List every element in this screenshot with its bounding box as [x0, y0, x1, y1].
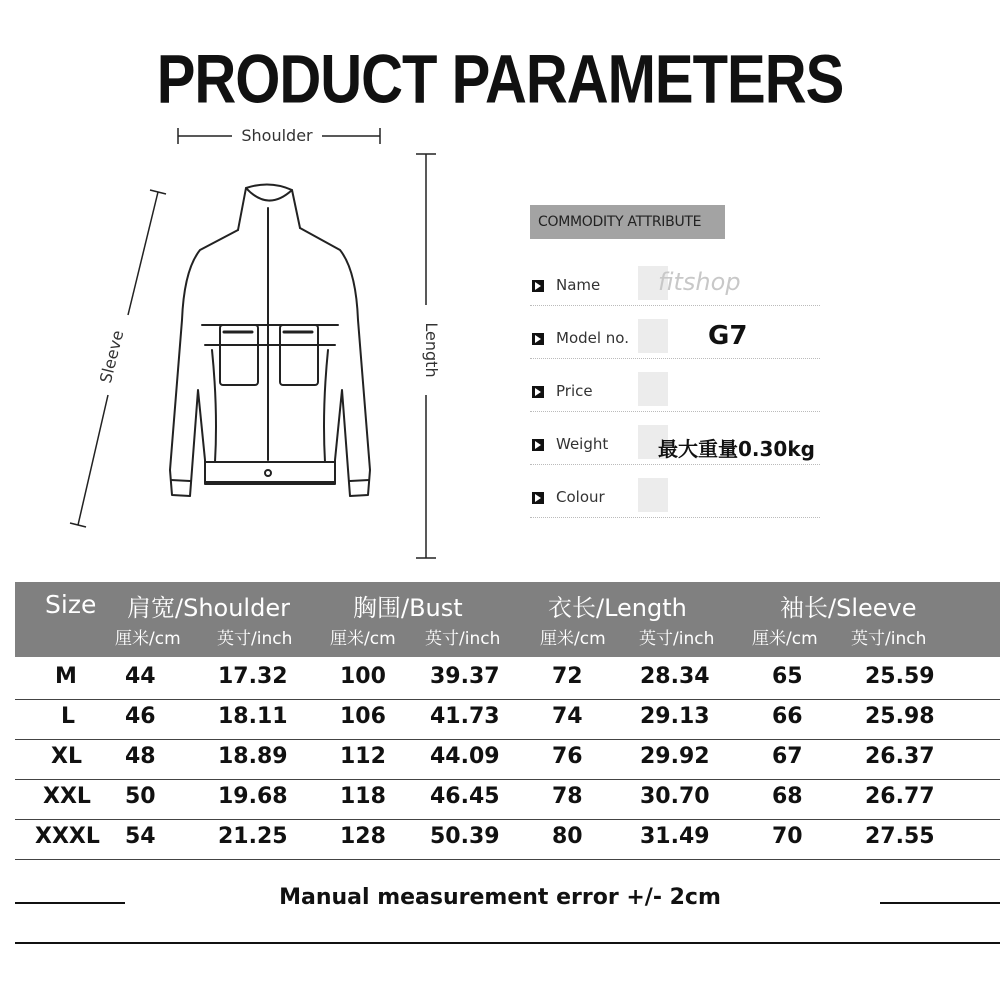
arrow-bullet-icon — [532, 280, 544, 292]
table-row — [15, 660, 1000, 700]
arrow-bullet-icon — [532, 386, 544, 398]
length-label: Length — [422, 322, 441, 378]
size-header: Size — [45, 590, 97, 619]
value-cell: 48 — [125, 744, 156, 769]
value-cell: 31.49 — [640, 824, 710, 849]
arrow-bullet-icon — [532, 492, 544, 504]
table-row — [15, 700, 1000, 740]
value-cell: 27.55 — [865, 824, 935, 849]
value-cell: 29.13 — [640, 704, 710, 729]
model-value: G7 — [708, 321, 748, 351]
measurement-note: Manual measurement error +/- 2cm — [279, 885, 721, 910]
value-cell: 67 — [772, 744, 803, 769]
attr-row-price — [530, 372, 820, 412]
unit-header: 英寸/inch — [851, 629, 927, 649]
value-cell: 39.37 — [430, 664, 500, 689]
value-cell: 41.73 — [430, 704, 500, 729]
value-cell: 18.11 — [218, 704, 288, 729]
unit-header: 英寸/inch — [425, 629, 501, 649]
value-cell: 118 — [340, 784, 386, 809]
value-cell: 112 — [340, 744, 386, 769]
attr-row-colour — [530, 478, 820, 518]
value-cell: 76 — [552, 744, 583, 769]
value-cell: 50 — [125, 784, 156, 809]
value-cell: 21.25 — [218, 824, 288, 849]
value-cell: 66 — [772, 704, 803, 729]
bottom-rule — [15, 942, 1000, 944]
value-cell: 25.59 — [865, 664, 935, 689]
group-header-shoulder: 肩宽/Shoulder — [127, 594, 290, 622]
value-cell: 25.98 — [865, 704, 935, 729]
table-row — [15, 740, 1000, 780]
value-cell: 19.68 — [218, 784, 288, 809]
page-title: PRODUCT PARAMETERS — [156, 41, 844, 118]
unit-header: 厘米/cm — [752, 629, 818, 649]
attr-row-weight — [530, 425, 820, 465]
value-cell: 65 — [772, 664, 803, 689]
value-cell: 18.89 — [218, 744, 288, 769]
value-cell: 28.34 — [640, 664, 710, 689]
value-cell: 78 — [552, 784, 583, 809]
size-cell: M — [55, 664, 77, 689]
value-cell: 74 — [552, 704, 583, 729]
attr-row-name — [530, 266, 820, 306]
value-cell: 29.92 — [640, 744, 710, 769]
arrow-bullet-icon — [532, 439, 544, 451]
size-table-header — [15, 582, 1000, 657]
value-cell: 44 — [125, 664, 156, 689]
value-cell: 44.09 — [430, 744, 500, 769]
unit-header: 英寸/inch — [639, 629, 715, 649]
group-header-sleeve: 袖长/Sleeve — [780, 594, 917, 622]
value-cell: 68 — [772, 784, 803, 809]
group-header-length: 衣长/Length — [548, 594, 687, 622]
value-cell: 72 — [552, 664, 583, 689]
unit-header: 厘米/cm — [540, 629, 606, 649]
value-cell: 128 — [340, 824, 386, 849]
name-label: Name — [556, 276, 601, 294]
value-cell: 54 — [125, 824, 156, 849]
size-cell: XXL — [43, 784, 91, 809]
jacket-illustration — [170, 184, 370, 496]
sleeve-label: Sleeve — [95, 328, 128, 385]
size-cell: L — [61, 704, 76, 729]
model-label: Model no. — [556, 329, 629, 347]
unit-header: 英寸/inch — [217, 629, 293, 649]
value-cell: 100 — [340, 664, 386, 689]
name-value: fitshop — [658, 268, 741, 296]
value-cell: 26.77 — [865, 784, 935, 809]
unit-header: 厘米/cm — [115, 629, 181, 649]
value-cell: 46 — [125, 704, 156, 729]
value-cell: 80 — [552, 824, 583, 849]
size-cell: XXXL — [35, 824, 100, 849]
size-cell: XL — [51, 744, 82, 769]
shoulder-label: Shoulder — [241, 126, 313, 145]
value-cell: 50.39 — [430, 824, 500, 849]
arrow-bullet-icon — [532, 333, 544, 345]
attr-row-model — [530, 319, 820, 359]
colour-label: Colour — [556, 488, 605, 506]
value-cell: 26.37 — [865, 744, 935, 769]
value-cell: 46.45 — [430, 784, 500, 809]
value-cell: 106 — [340, 704, 386, 729]
unit-header: 厘米/cm — [330, 629, 396, 649]
value-cell: 17.32 — [218, 664, 288, 689]
jacket-diagram — [0, 110, 470, 570]
table-row — [15, 780, 1000, 820]
value-cell: 30.70 — [640, 784, 710, 809]
table-row — [15, 820, 1000, 860]
group-header-bust: 胸围/Bust — [353, 594, 463, 622]
value-cell: 70 — [772, 824, 803, 849]
weight-value: 最大重量0.30kg — [658, 437, 815, 461]
price-label: Price — [556, 382, 593, 400]
commodity-attribute-header: COMMODITY ATTRIBUTE — [530, 205, 725, 239]
weight-label: Weight — [556, 435, 609, 453]
